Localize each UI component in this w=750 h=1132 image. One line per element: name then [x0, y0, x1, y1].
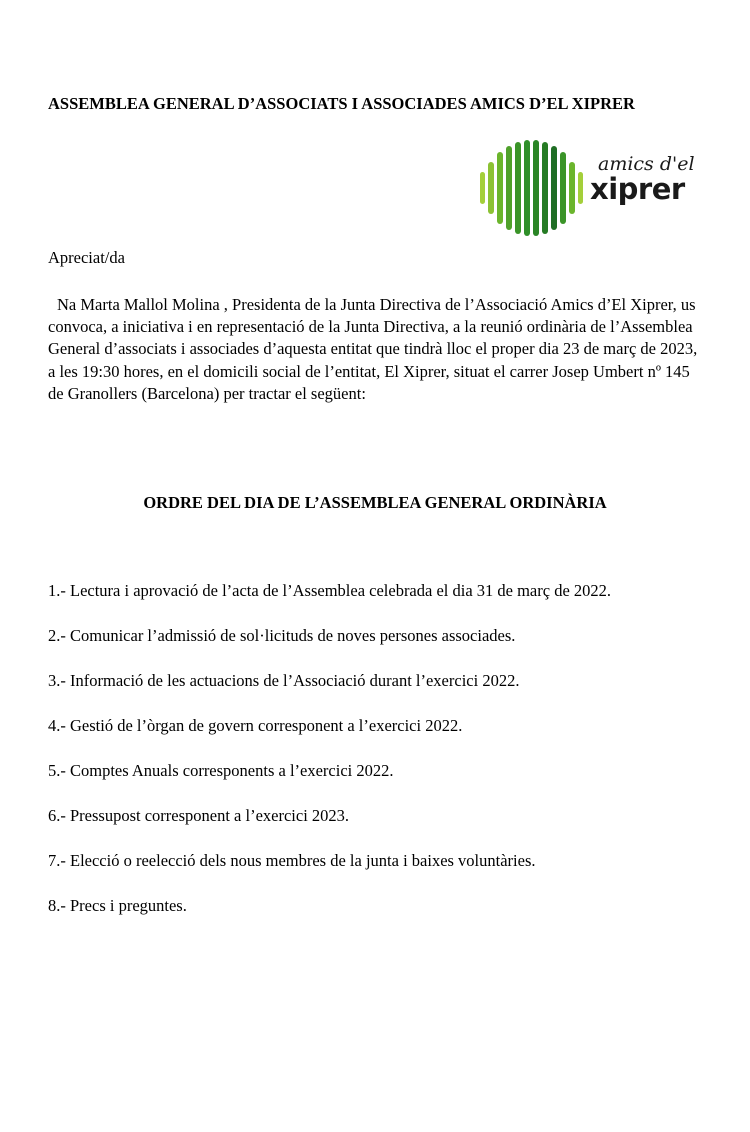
cypress-leaf-icon	[478, 138, 588, 238]
agenda-title: ORDRE DEL DIA DE L’ASSEMBLEA GENERAL ORDINÀRIA	[143, 493, 607, 512]
agenda-item: 1.- Lectura i aprovació de l’acta de l’Assemblea celebrada el dia 31 de març de 2022.	[48, 581, 612, 600]
agenda-item: 8.- Precs i preguntes.	[48, 896, 187, 915]
agenda-item: 7.- Elecció o reelecció dels nous membres de la junta i baixes voluntàries.	[48, 851, 536, 870]
agenda-item: 6.- Pressupost corresponent a l’exercici 2023.	[48, 806, 350, 825]
greeting: Apreciat/da	[48, 248, 125, 267]
agenda-item: 3.- Informació de les actuacions de l’Associació durant l’exercici 2022.	[48, 671, 520, 690]
agenda-item: 2.- Comunicar l’admissió de sol·licituds de noves persones associades.	[48, 626, 516, 645]
logo-text-bottom: xiprer	[590, 172, 685, 206]
document-title: ASSEMBLEA GENERAL D’ASSOCIATS I ASSOCIADES AMICS D’EL XIPRER	[48, 94, 635, 113]
logo-text-top: amics d'el	[598, 153, 695, 175]
agenda-item: 5.- Comptes Anuals corresponents a l’exercici 2022.	[48, 761, 394, 780]
intro-paragraph: Na Marta Mallol Molina , Presidenta de la Junta Directiva de l’Associació Amics d’El Xiprer, us convoca, a iniciativa i en representació de la Junta Directiva, a la reunió ordinària de l’Assemblea General d’associats i associades d’aquesta entitat que tindrà lloc el proper dia 23 de març de 2023, a les 19:30 hores, en el domicili social de l’entitat, El Xiprer, situat el carrer Josep Umbert nº 145 de Granollers (Barcelona) per tractar el següent:	[48, 295, 698, 403]
agenda-item: 4.- Gestió de l’òrgan de govern corresponent a l’exercici 2022.	[48, 716, 463, 735]
amics-del-xiprer-logo	[478, 138, 698, 238]
agenda-list	[48, 580, 738, 940]
